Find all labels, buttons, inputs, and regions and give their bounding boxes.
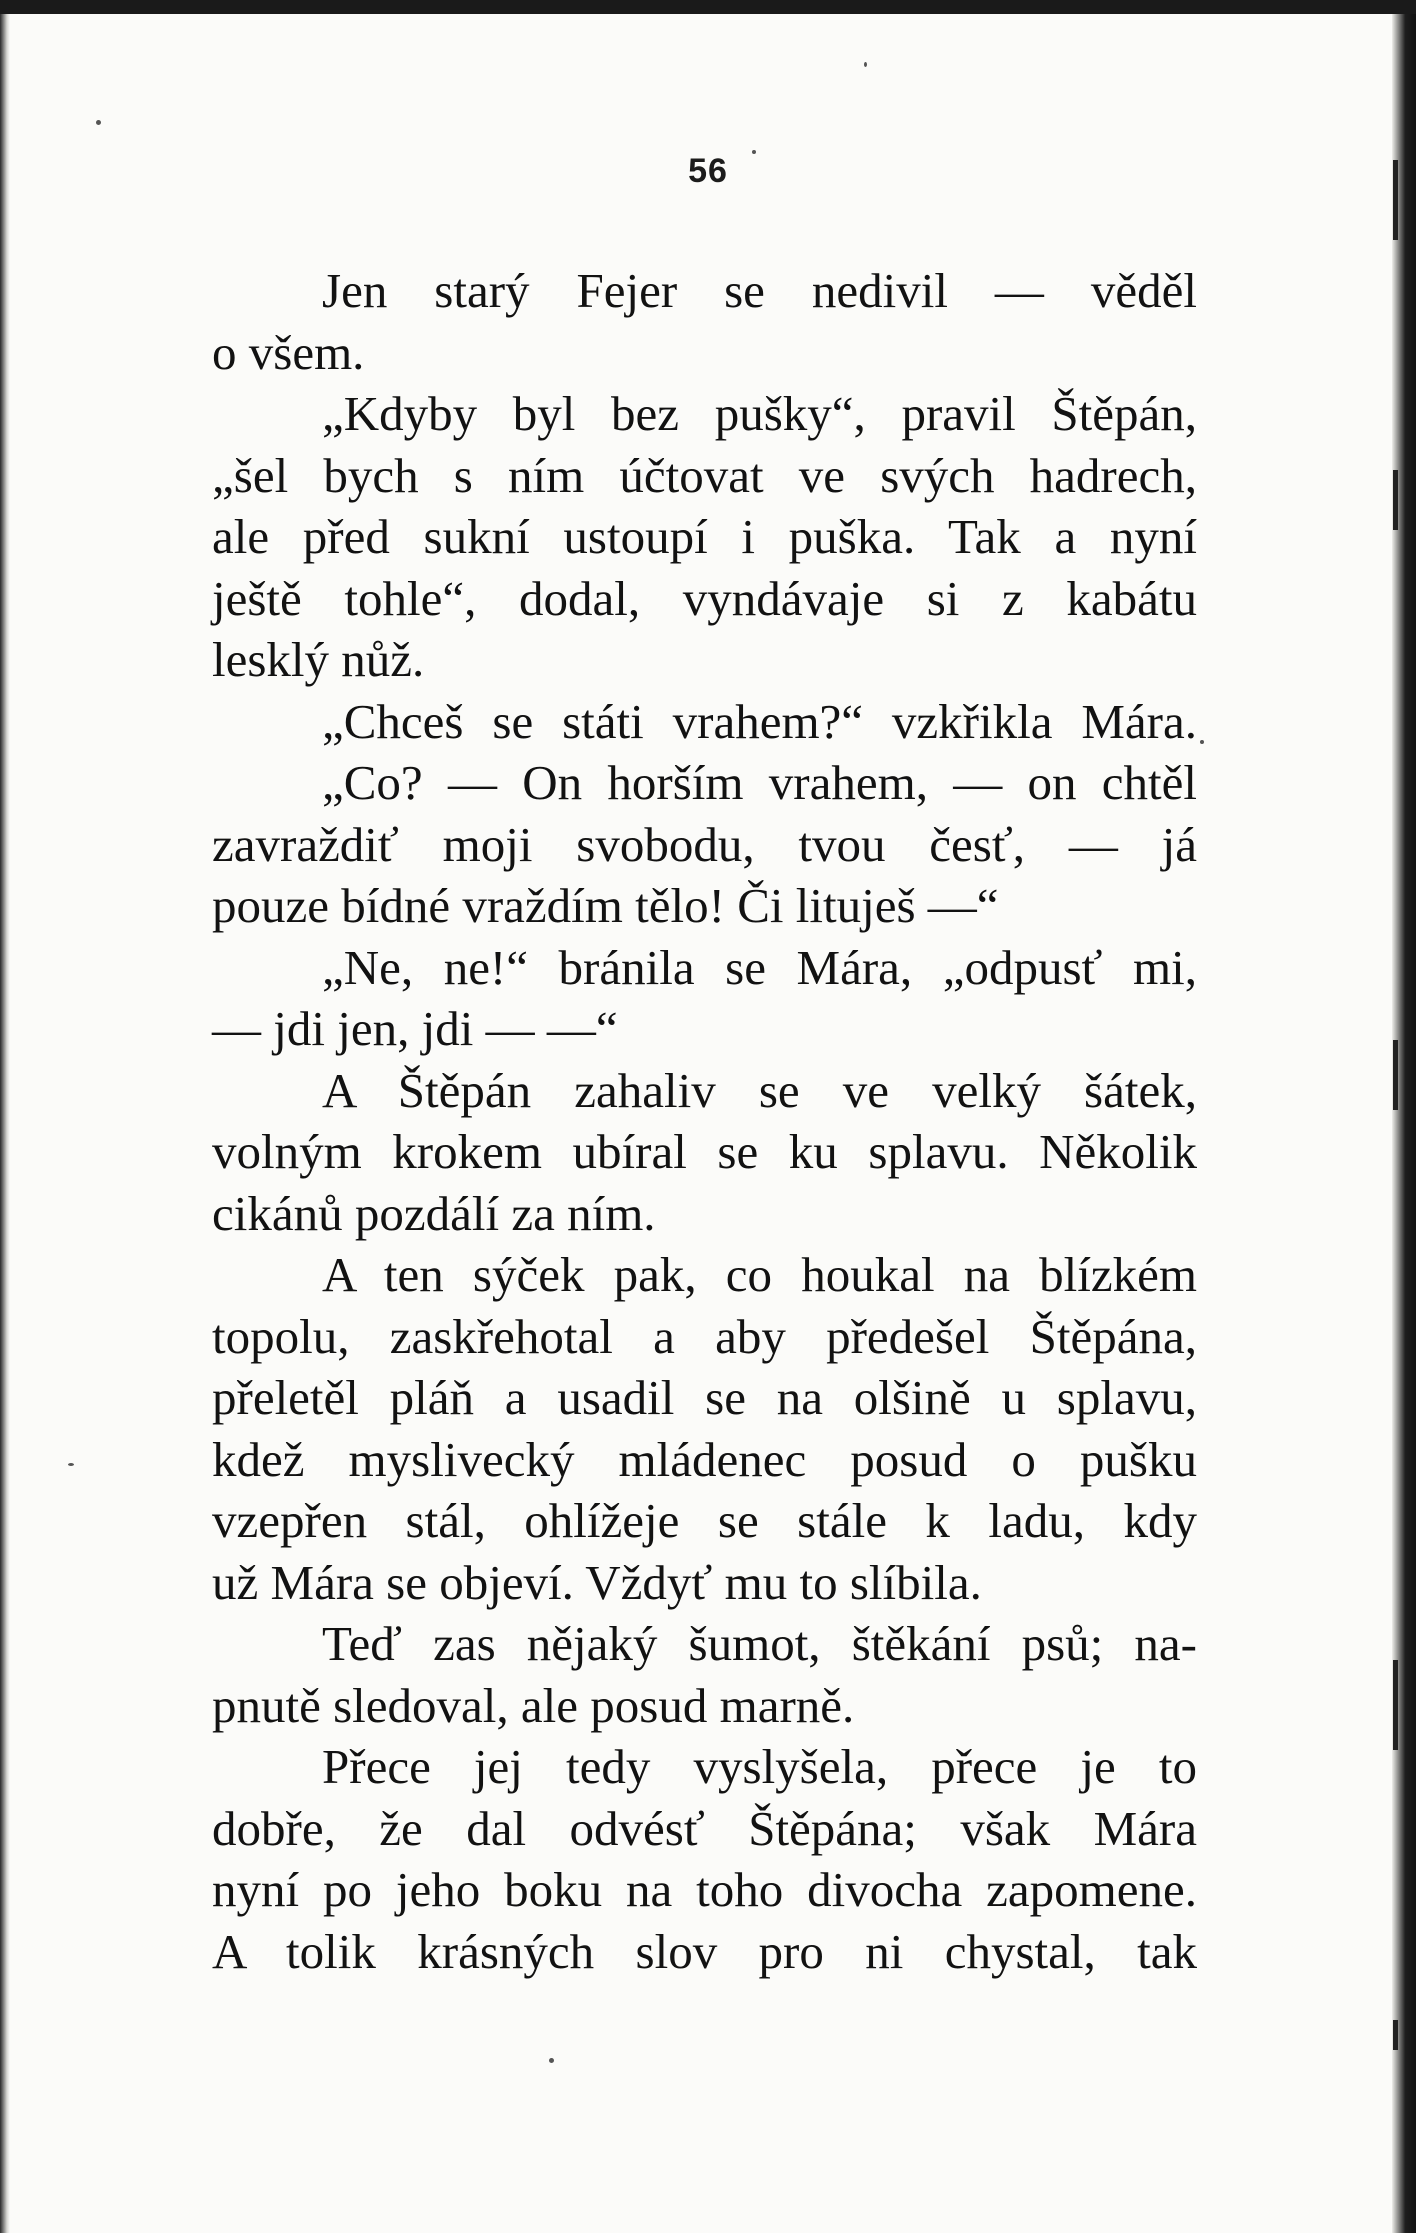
- text-line: A Štěpán zahaliv se ve velký šátek,: [322, 1062, 1197, 1118]
- text-line: Teď zas nějaký šumot, štěkání psů; na-: [322, 1616, 1197, 1671]
- text-line: pouze bídné vraždím tělo! Či lituješ —“: [212, 878, 999, 933]
- paper-speck: [1200, 740, 1204, 744]
- paper-speck: [68, 1463, 74, 1466]
- text-line: Přece jej tedy vyslyšela, přece je to: [322, 1739, 1197, 1794]
- text-line: vzepřen stál, ohlížeje se stále k ladu, kdy: [212, 1493, 1197, 1548]
- text-line: ale před sukní ustoupí i puška. Tak a nyní: [212, 509, 1197, 564]
- text-line: topolu, zaskřehotal a aby předešel Štěpána,: [212, 1308, 1197, 1364]
- text-line: cikánů pozdálí za ním.: [212, 1185, 656, 1241]
- text-line: kdež myslivecký mládenec posud o pušku: [212, 1431, 1197, 1487]
- binding-marks: [1384, 0, 1398, 2233]
- paper-speck: [864, 62, 867, 67]
- text-line: nyní po jeho boku na toho divocha zapomene.: [212, 1862, 1197, 1917]
- text-line: zavraždiť moji svobodu, tvou česť, — já: [212, 816, 1197, 872]
- text-line: „šel bych s ním účtovat ve svých hadrech,: [212, 447, 1197, 503]
- page-number: 56: [688, 152, 728, 190]
- text-line: ještě tohle“, dodal, vyndávaje si z kabátu: [212, 570, 1197, 626]
- text-line: lesklý nůž.: [212, 632, 425, 687]
- text-line: — jdi jen, jdi — —“: [212, 1001, 618, 1056]
- text-line: „Chceš se státi vrahem?“ vzkřikla Mára.: [322, 693, 1197, 749]
- scan-left-edge: [0, 14, 10, 2233]
- scan-top-border: [0, 0, 1416, 14]
- text-line: „Co? — On horším vrahem, — on chtěl: [322, 755, 1197, 810]
- text-line: „Ne, ne!“ bránila se Mára, „odpusť mi,: [322, 939, 1197, 995]
- text-line: Jen starý Fejer se nedivil — věděl: [322, 263, 1197, 318]
- text-line: dobře, že dal odvésť Štěpána; však Mára: [212, 1800, 1197, 1856]
- text-line: přeletěl pláň a usadil se na olšině u splavu,: [212, 1370, 1197, 1425]
- paper-speck: [96, 120, 101, 125]
- paper-speck: [549, 2058, 554, 2063]
- paper-speck: [752, 150, 756, 154]
- body-text: [212, 260, 1197, 1982]
- text-line: už Mára se objeví. Vždyť mu to slíbila.: [212, 1554, 982, 1610]
- text-line: A tolik krásných slov pro ni chystal, tak: [212, 1923, 1197, 1979]
- text-line: A ten sýček pak, co houkal na blízkém: [322, 1247, 1197, 1302]
- text-line: volným krokem ubíral se ku splavu. Několik: [212, 1124, 1197, 1179]
- text-line: o všem.: [212, 324, 365, 380]
- text-line: pnutě sledoval, ale posud marně.: [212, 1677, 855, 1733]
- text-line: „Kdyby byl bez pušky“, pravil Štěpán,: [322, 386, 1197, 441]
